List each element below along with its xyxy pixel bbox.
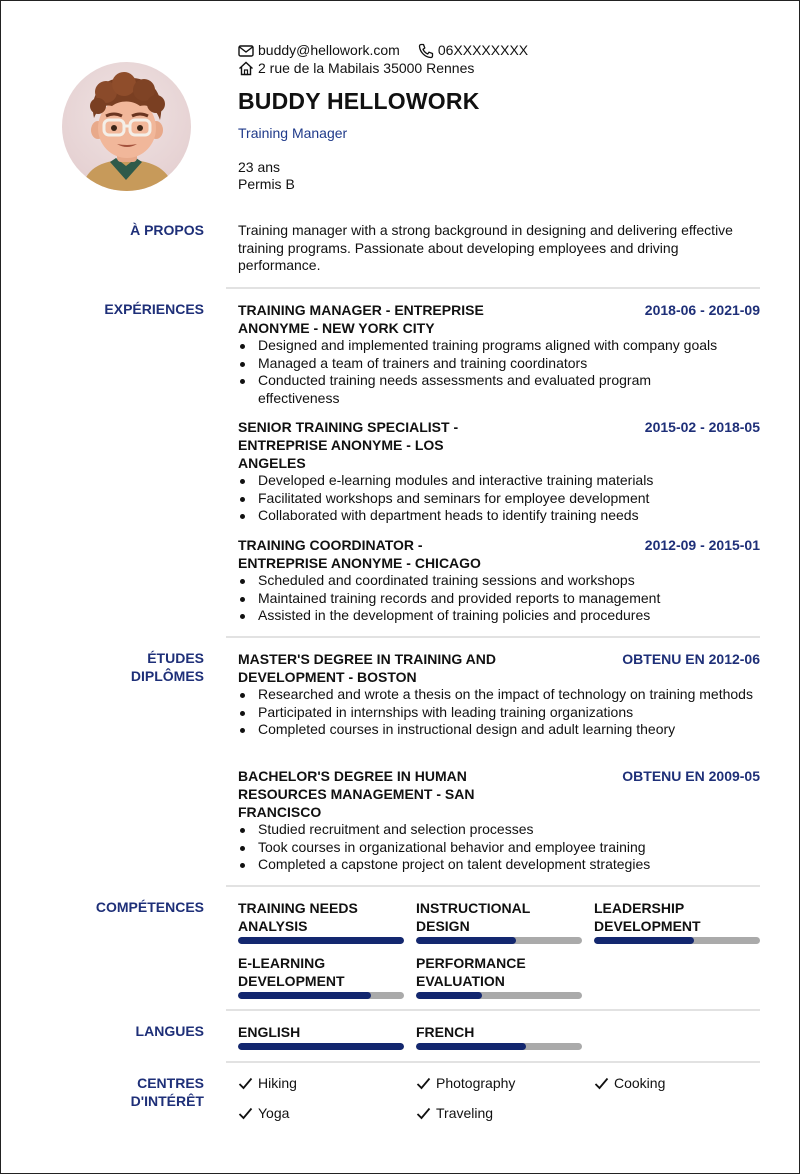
interest-item bbox=[238, 1105, 289, 1123]
education-title: MASTER'S DEGREE IN TRAINING AND DEVELOPMENT - BOSTON bbox=[238, 651, 496, 685]
experience-title: TRAINING COORDINATOR - ENTREPRISE ANONYME - CHICAGO bbox=[238, 537, 481, 571]
section-label-diplomas: DIPLÔMES bbox=[130, 667, 204, 684]
skill-bar-fill bbox=[594, 937, 694, 944]
skill-name: INSTRUCTIONAL DESIGN bbox=[416, 900, 531, 934]
experience-bullets bbox=[238, 572, 760, 625]
language-item bbox=[238, 1023, 404, 1050]
list-item: Designed and implemented training programs aligned with company goals bbox=[238, 337, 760, 355]
contact-row-1 bbox=[238, 42, 546, 60]
experience-entry bbox=[238, 418, 760, 525]
skill-bar bbox=[594, 937, 760, 944]
contact-row-2 bbox=[238, 60, 492, 78]
section-label-studies: ÉTUDES bbox=[147, 650, 204, 666]
skill-bar bbox=[416, 937, 582, 944]
skill-name: TRAINING NEEDS ANALYSIS bbox=[238, 900, 358, 934]
skill-item bbox=[238, 899, 404, 944]
section-label-interests bbox=[24, 1075, 204, 1110]
skill-bar-fill bbox=[238, 937, 404, 944]
education-date: OBTENU EN 2012-06 bbox=[622, 651, 760, 667]
list-item: Took courses in organizational behavior and employee training bbox=[238, 839, 760, 857]
skill-name: LEADERSHIP DEVELOPMENT bbox=[594, 900, 701, 934]
language-name: FRENCH bbox=[416, 1024, 475, 1040]
experience-date: 2015-02 - 2018-05 bbox=[644, 419, 760, 435]
interest-item bbox=[416, 1105, 493, 1123]
checkmark-icon bbox=[238, 1107, 253, 1120]
interest-item bbox=[238, 1075, 297, 1093]
email-contact[interactable] bbox=[238, 42, 400, 60]
skill-item bbox=[416, 954, 582, 999]
list-item: Completed a capstone project on talent development strategies bbox=[238, 856, 760, 874]
interest-label: Cooking bbox=[614, 1075, 666, 1091]
age: 23 ans bbox=[238, 159, 281, 175]
skill-item bbox=[416, 899, 582, 944]
skill-bar-fill bbox=[238, 992, 371, 999]
section-label-about: À PROPOS bbox=[130, 222, 204, 238]
divider bbox=[226, 1061, 760, 1063]
section-label-interests-line2: D'INTÉRÊT bbox=[130, 1092, 204, 1109]
education-bullets bbox=[238, 821, 760, 874]
skill-name: PERFORMANCE EVALUATION bbox=[416, 955, 526, 989]
checkmark-icon bbox=[416, 1107, 431, 1120]
section-label-education bbox=[24, 650, 204, 685]
checkmark-icon bbox=[594, 1077, 609, 1090]
phone-text: 06XXXXXXXX bbox=[437, 42, 529, 58]
skill-bar bbox=[238, 937, 404, 944]
education-title: BACHELOR'S DEGREE IN HUMAN RESOURCES MANAGEMENT - SAN FRANCISCO bbox=[238, 768, 475, 820]
skill-item bbox=[594, 899, 760, 944]
address-text: 2 rue de la Mabilais 35000 Rennes bbox=[258, 60, 475, 76]
skill-bar-fill bbox=[416, 992, 482, 999]
phone-icon bbox=[418, 43, 434, 59]
experience-title: TRAINING MANAGER - ENTREPRISE ANONYME - NEW YORK CITY bbox=[238, 302, 484, 336]
address-contact bbox=[238, 60, 474, 78]
language-name: ENGLISH bbox=[238, 1024, 301, 1040]
divider bbox=[226, 1009, 760, 1011]
language-bar bbox=[416, 1043, 582, 1050]
interest-label: Hiking bbox=[258, 1075, 297, 1091]
list-item: Assisted in the development of training policies and procedures bbox=[238, 607, 760, 625]
divider bbox=[226, 636, 760, 638]
list-item: Collaborated with department heads to identify training needs bbox=[238, 507, 760, 525]
phone-contact[interactable] bbox=[418, 42, 528, 60]
language-bar bbox=[238, 1043, 404, 1050]
interest-item bbox=[594, 1075, 665, 1093]
divider bbox=[226, 885, 760, 887]
list-item: Managed a team of trainers and training coordinators bbox=[238, 355, 760, 373]
education-date: OBTENU EN 2009-05 bbox=[622, 768, 760, 784]
list-item: Completed courses in instructional design and adult learning theory bbox=[238, 721, 760, 739]
section-label-languages: LANGUES bbox=[135, 1023, 204, 1039]
experience-bullets bbox=[238, 472, 760, 525]
list-item: Scheduled and coordinated training sessions and workshops bbox=[238, 572, 760, 590]
checkmark-icon bbox=[416, 1077, 431, 1090]
list-item: Facilitated workshops and seminars for employee development bbox=[238, 490, 760, 508]
experience-bullets bbox=[238, 337, 760, 407]
experience-date: 2012-09 - 2015-01 bbox=[644, 537, 760, 553]
list-item: Maintained training records and provided reports to management bbox=[238, 590, 760, 608]
job-title: Training Manager bbox=[238, 125, 348, 141]
skill-bar-fill bbox=[416, 937, 516, 944]
experience-title: SENIOR TRAINING SPECIALIST - ENTREPRISE ANONYME - LOS ANGELES bbox=[238, 419, 459, 471]
candidate-name: BUDDY HELLOWORK bbox=[238, 88, 480, 114]
email-text: buddy@hellowork.com bbox=[258, 42, 400, 58]
envelope-icon bbox=[238, 44, 254, 58]
list-item: Studied recruitment and selection processes bbox=[238, 821, 760, 839]
home-icon bbox=[238, 61, 254, 76]
experience-date: 2018-06 - 2021-09 bbox=[644, 302, 760, 318]
list-item: Participated in internships with leading training organizations bbox=[238, 704, 760, 722]
list-item: Conducted training needs assessments and evaluated program effectiveness bbox=[238, 372, 760, 407]
interest-label: Yoga bbox=[258, 1105, 290, 1121]
interest-label: Traveling bbox=[436, 1105, 494, 1121]
skill-item bbox=[238, 954, 404, 999]
language-bar-fill bbox=[238, 1043, 404, 1050]
list-item: Developed e-learning modules and interactive training materials bbox=[238, 472, 760, 490]
section-label-interests-line1: CENTRES bbox=[137, 1075, 204, 1091]
experience-entry bbox=[238, 301, 760, 407]
skill-bar bbox=[238, 992, 404, 999]
interest-label: Photography bbox=[436, 1075, 516, 1091]
skill-bar bbox=[416, 992, 582, 999]
skill-name: E-LEARNING DEVELOPMENT bbox=[238, 955, 345, 989]
driving-license: Permis B bbox=[238, 176, 295, 192]
education-entry bbox=[238, 767, 760, 874]
language-bar-fill bbox=[416, 1043, 526, 1050]
checkmark-icon bbox=[238, 1077, 253, 1090]
education-bullets bbox=[238, 686, 760, 739]
language-item bbox=[416, 1023, 582, 1050]
about-text: Training manager with a strong background in designing and delivering effective training programs. Passionate about developing employees and driving performance. bbox=[238, 222, 733, 274]
section-label-experiences: EXPÉRIENCES bbox=[104, 301, 204, 317]
divider bbox=[226, 287, 760, 289]
education-entry bbox=[238, 650, 760, 739]
avatar bbox=[62, 62, 191, 191]
interest-item bbox=[416, 1075, 515, 1093]
experience-entry bbox=[238, 536, 760, 625]
list-item: Researched and wrote a thesis on the impact of technology on training methods bbox=[238, 686, 760, 704]
section-label-skills: COMPÉTENCES bbox=[95, 899, 204, 915]
